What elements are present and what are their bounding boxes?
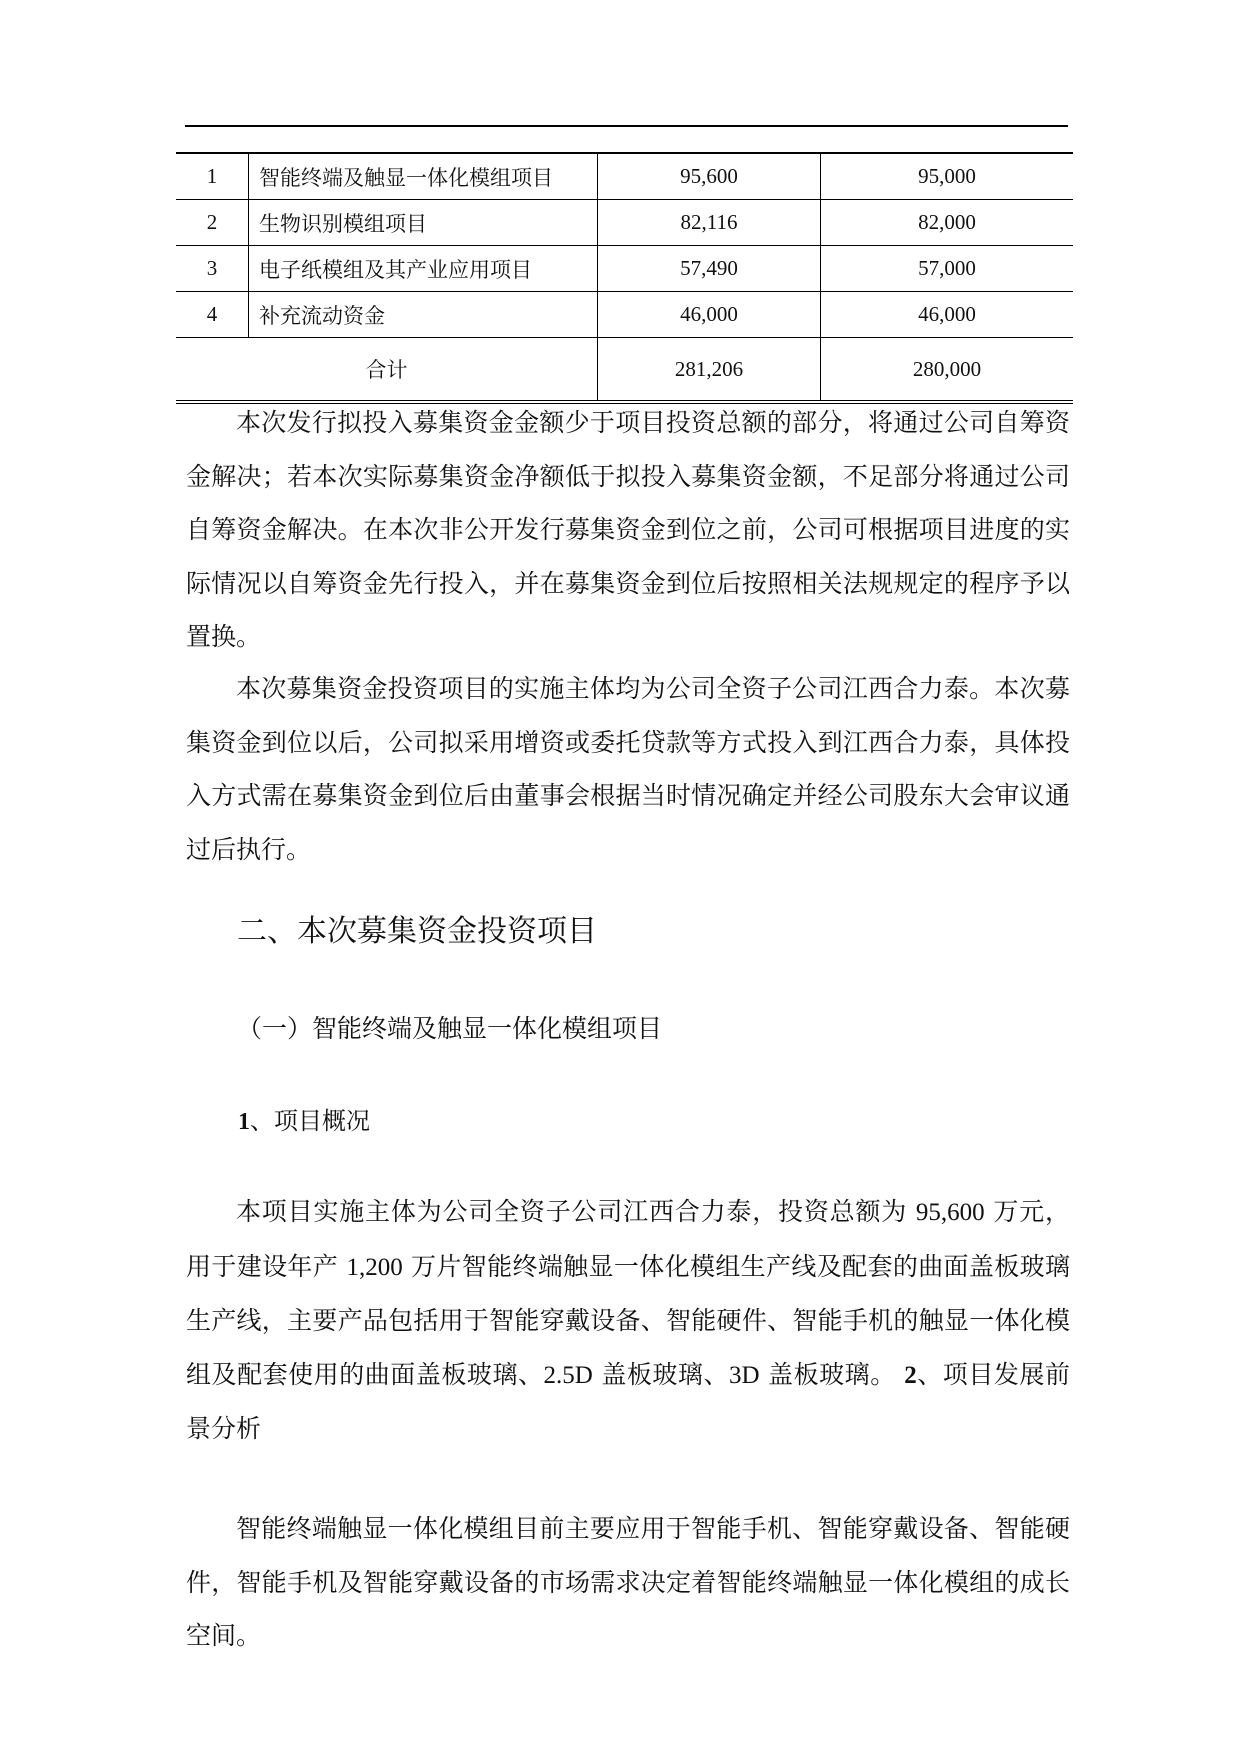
- proceeds-amount: 82,000: [821, 200, 1074, 246]
- overview-text-1: 本项目实施主体为公司全资子公司江西合力泰，投资总额为: [236, 1197, 908, 1226]
- header-rule: [185, 125, 1068, 127]
- paragraph-market-outlook: 智能终端触显一体化模组目前主要应用于智能手机、智能穿戴设备、智能硬件，智能手机及智能穿戴设备的市场需求决定着智能终端触显一体化模组的成长空间。: [186, 1514, 1070, 1650]
- item-title: 、项目概况: [250, 1107, 370, 1135]
- proceeds-sum: 280,000: [821, 338, 1074, 403]
- item-number: 1: [238, 1109, 250, 1135]
- overview-text-2: 万元，用于建设年产: [186, 1197, 1070, 1281]
- paragraph-implementation-entity: 本次募集资金投资项目的实施主体均为公司全资子公司江西合力泰。本次募集资金到位以后，公司拟采用增资或委托贷款等方式投入到江西合力泰，具体投入方式需在募集资金到位后由董事会根据当时情况确定并经公司股东大会审议通过后执行。: [186, 674, 1070, 864]
- section-heading: 二、本次募集资金投资项目: [237, 914, 597, 949]
- proceeds-amount: 46,000: [821, 292, 1074, 338]
- row-index: 3: [176, 246, 249, 292]
- overview-text-6: 、项目发展前景分析: [186, 1359, 1070, 1443]
- table-row: [176, 292, 1073, 338]
- glass-25d: 2.5D: [543, 1361, 593, 1389]
- glass-3d: 3D: [729, 1361, 760, 1389]
- project-name: 生物识别模组项目: [249, 200, 598, 246]
- table-total-row: [176, 338, 1073, 403]
- capacity-amount: 1,200: [346, 1253, 403, 1281]
- project-name: 补充流动资金: [249, 292, 598, 338]
- table-row: [176, 200, 1073, 246]
- total-investment-sum: 281,206: [598, 338, 821, 403]
- fund-usage-table: [176, 152, 1073, 404]
- total-investment: 95,600: [598, 153, 821, 200]
- table-row: [176, 246, 1073, 292]
- project-name: 智能终端及触显一体化模组项目: [249, 153, 598, 200]
- row-index: 4: [176, 292, 249, 338]
- total-investment: 57,490: [598, 246, 821, 292]
- subsection-heading: （一）智能终端及触显一体化模组项目: [237, 1014, 663, 1043]
- proceeds-amount: 95,000: [821, 153, 1074, 200]
- proceeds-amount: 57,000: [821, 246, 1074, 292]
- investment-amount: 95,600: [915, 1199, 985, 1226]
- project-name: 电子纸模组及其产业应用项目: [249, 246, 598, 292]
- paragraph-project-overview: [186, 1185, 1070, 1456]
- overview-text-3: 万片智能终端触显一体化模组生产线及配套的曲面盖板玻璃生产线，主要产品包括用于智能穿戴设备、智能硬件、智能手机的触显一体化模组及配套使用的曲面盖板玻璃、: [186, 1251, 1070, 1389]
- overview-text-4: 盖板玻璃、: [601, 1359, 729, 1389]
- table-row: [176, 153, 1073, 200]
- paragraph-funding-gap: 本次发行拟投入募集资金金额少于项目投资总额的部分，将通过公司自筹资金解决；若本次实际募集资金净额低于拟投入募集资金额，不足部分将通过公司自筹资金解决。在本次非公开发行募集资金到位之前，公司可根据项目进度的实际情况以自筹资金先行投入，并在募集资金到位后按照相关法规规定的程序予以置换。: [186, 408, 1070, 651]
- total-label: 合计: [176, 338, 598, 403]
- item-heading: [238, 1104, 370, 1139]
- total-investment: 82,116: [598, 200, 821, 246]
- row-index: 2: [176, 200, 249, 246]
- overview-text-5: 盖板玻璃。: [768, 1359, 896, 1389]
- item-number-2: 2: [904, 1361, 917, 1389]
- total-investment: 46,000: [598, 292, 821, 338]
- row-index: 1: [176, 153, 249, 200]
